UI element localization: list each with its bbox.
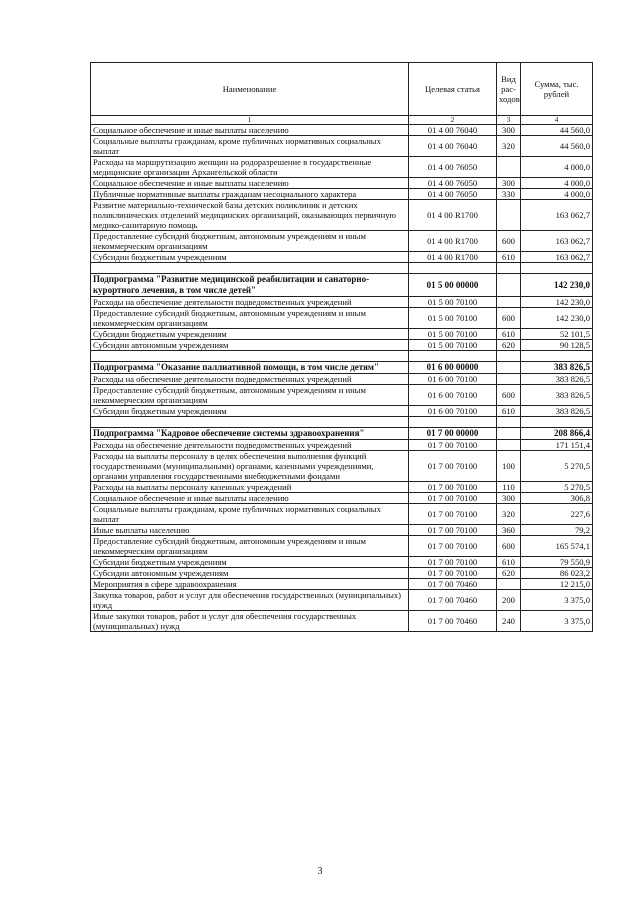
- code-cell: 01 6 00 00000: [409, 362, 497, 374]
- code-cell: 01 7 00 70100: [409, 451, 497, 482]
- table-row: [91, 590, 593, 611]
- name-cell: Предоставление субсидий бюджетным, автономным учреждениям и иным некоммерческим организациям: [91, 231, 409, 252]
- type-cell: [497, 297, 521, 308]
- name-cell: Закупка товаров, работ и услуг для обеспечения государственных (муниципальных) нужд: [91, 590, 409, 611]
- sum-cell: 79,2: [521, 525, 593, 536]
- table-row: [91, 385, 593, 406]
- code-cell: 01 7 00 70100: [409, 493, 497, 504]
- type-cell: 360: [497, 525, 521, 536]
- sum-cell: 86 023,2: [521, 568, 593, 579]
- page-number: 3: [317, 866, 323, 877]
- name-cell: Расходы на выплаты персоналу казенных учреждений: [91, 482, 409, 493]
- name-cell: Предоставление субсидий бюджетным, автономным учреждениям и иным некоммерческим организациям: [91, 385, 409, 406]
- code-cell: 01 7 00 70100: [409, 568, 497, 579]
- type-cell: 600: [497, 385, 521, 406]
- sum-cell: 163 062,7: [521, 231, 593, 252]
- name-cell: Предоставление субсидий бюджетным, автономным учреждениям и иным некоммерческим организациям: [91, 536, 409, 557]
- sum-cell: 4 000,0: [521, 178, 593, 189]
- empty-cell: [409, 263, 497, 274]
- code-cell: 01 7 00 70460: [409, 579, 497, 590]
- code-cell: 01 4 00 76050: [409, 189, 497, 200]
- type-cell: 610: [497, 557, 521, 568]
- type-cell: [497, 274, 521, 297]
- name-cell: Расходы на обеспечение деятельности подведомственных учреждений: [91, 374, 409, 385]
- sum-cell: 171 151,4: [521, 440, 593, 451]
- name-cell: Развитие материально-технической базы детских поликлиник и детских поликлинических отделений медицинских организаций, оказывающих первичную медико-санитарную помощь: [91, 200, 409, 231]
- sum-cell: 165 574,1: [521, 536, 593, 557]
- code-cell: 01 7 00 70100: [409, 482, 497, 493]
- type-cell: 300: [497, 178, 521, 189]
- column-number: 2: [409, 116, 497, 125]
- sum-cell: 142 230,0: [521, 308, 593, 329]
- table-body: [91, 125, 593, 632]
- type-cell: 240: [497, 611, 521, 632]
- name-cell: Социальное обеспечение и иные выплаты населению: [91, 125, 409, 136]
- budget-table: [90, 62, 593, 632]
- code-cell: 01 4 00 R1700: [409, 231, 497, 252]
- header-sum: Сумма, тыс. рублей: [521, 63, 593, 116]
- table-row: [91, 125, 593, 136]
- table-row: [91, 482, 593, 493]
- table-row: [91, 406, 593, 417]
- type-cell: 320: [497, 136, 521, 157]
- type-cell: 620: [497, 340, 521, 351]
- name-cell: Субсидии бюджетным учреждениям: [91, 406, 409, 417]
- type-cell: 620: [497, 568, 521, 579]
- sum-cell: 52 101,5: [521, 329, 593, 340]
- code-cell: 01 7 00 00000: [409, 428, 497, 440]
- code-cell: 01 7 00 70100: [409, 504, 497, 525]
- empty-cell: [91, 263, 409, 274]
- code-cell: 01 5 00 70100: [409, 297, 497, 308]
- type-cell: [497, 440, 521, 451]
- spacer-row: [91, 351, 593, 362]
- empty-cell: [497, 263, 521, 274]
- sum-cell: 208 866,4: [521, 428, 593, 440]
- table-row: [91, 374, 593, 385]
- name-cell: Социальное обеспечение и иные выплаты населению: [91, 178, 409, 189]
- code-cell: 01 7 00 70100: [409, 440, 497, 451]
- type-cell: 600: [497, 231, 521, 252]
- type-cell: [497, 362, 521, 374]
- name-cell: Расходы на маршрутизацию женщин на родоразрешение в государственные медицинские организации Архангельской области: [91, 157, 409, 178]
- empty-cell: [497, 351, 521, 362]
- code-cell: 01 4 00 76050: [409, 178, 497, 189]
- code-cell: 01 5 00 70100: [409, 329, 497, 340]
- column-number: 1: [91, 116, 409, 125]
- table-row: [91, 493, 593, 504]
- table-row: [91, 297, 593, 308]
- type-cell: 600: [497, 308, 521, 329]
- code-cell: 01 6 00 70100: [409, 374, 497, 385]
- table-row: [91, 329, 593, 340]
- name-cell: Социальные выплаты гражданам, кроме публичных нормативных социальных выплат: [91, 136, 409, 157]
- sum-cell: 163 062,7: [521, 252, 593, 263]
- type-cell: [497, 374, 521, 385]
- code-cell: 01 7 00 70100: [409, 536, 497, 557]
- table-row: [91, 252, 593, 263]
- type-cell: [497, 200, 521, 231]
- empty-cell: [409, 351, 497, 362]
- name-cell: Расходы на выплаты персоналу в целях обеспечения выполнения функций государственными (муниципальными) органами, казенными учреждениями, органами управления государственными внебюджетными фондами: [91, 451, 409, 482]
- header-code: Целевая статья: [409, 63, 497, 116]
- spacer-row: [91, 417, 593, 428]
- table-row: [91, 525, 593, 536]
- type-cell: 200: [497, 590, 521, 611]
- sum-cell: 44 560,0: [521, 125, 593, 136]
- code-cell: 01 7 00 70460: [409, 611, 497, 632]
- type-cell: 300: [497, 493, 521, 504]
- code-cell: 01 7 00 70460: [409, 590, 497, 611]
- type-cell: 610: [497, 329, 521, 340]
- empty-cell: [521, 351, 593, 362]
- empty-cell: [521, 417, 593, 428]
- subprogram-row: [91, 428, 593, 440]
- sum-cell: 383 826,5: [521, 385, 593, 406]
- sum-cell: 90 128,5: [521, 340, 593, 351]
- code-cell: 01 5 00 00000: [409, 274, 497, 297]
- table-row: [91, 308, 593, 329]
- sum-cell: 3 375,0: [521, 611, 593, 632]
- sum-cell: 383 826,5: [521, 406, 593, 417]
- code-cell: 01 5 00 70100: [409, 308, 497, 329]
- table-row: [91, 178, 593, 189]
- name-cell: Подпрограмма "Оказание паллиативной помощи, в том числе детям": [91, 362, 409, 374]
- name-cell: Расходы на обеспечение деятельности подведомственных учреждений: [91, 297, 409, 308]
- sum-cell: 12 215,0: [521, 579, 593, 590]
- table-row: [91, 451, 593, 482]
- type-cell: 320: [497, 504, 521, 525]
- type-cell: [497, 579, 521, 590]
- empty-cell: [91, 351, 409, 362]
- sum-cell: 4 000,0: [521, 189, 593, 200]
- table-row: [91, 504, 593, 525]
- subprogram-row: [91, 362, 593, 374]
- empty-cell: [521, 263, 593, 274]
- type-cell: [497, 428, 521, 440]
- table-row: [91, 189, 593, 200]
- name-cell: Подпрограмма "Кадровое обеспечение системы здравоохранения": [91, 428, 409, 440]
- type-cell: 330: [497, 189, 521, 200]
- sum-cell: 383 826,5: [521, 374, 593, 385]
- sum-cell: 142 230,0: [521, 274, 593, 297]
- name-cell: Расходы на обеспечение деятельности подведомственных учреждений: [91, 440, 409, 451]
- name-cell: Субсидии бюджетным учреждениям: [91, 557, 409, 568]
- spacer-row: [91, 263, 593, 274]
- empty-cell: [497, 417, 521, 428]
- code-cell: 01 4 00 R1700: [409, 252, 497, 263]
- name-cell: Субсидии автономным учреждениям: [91, 568, 409, 579]
- sum-cell: 163 062,7: [521, 200, 593, 231]
- table-row: [91, 568, 593, 579]
- name-cell: Субсидии бюджетным учреждениям: [91, 329, 409, 340]
- column-number: 4: [521, 116, 593, 125]
- table-row: [91, 611, 593, 632]
- column-number: 3: [497, 116, 521, 125]
- name-cell: Социальное обеспечение и иные выплаты населению: [91, 493, 409, 504]
- empty-cell: [91, 417, 409, 428]
- column-number-row: [91, 116, 593, 125]
- name-cell: Подпрограмма "Развитие медицинской реабилитации и санаторно-курортного лечения, в том числе детей": [91, 274, 409, 297]
- code-cell: 01 5 00 70100: [409, 340, 497, 351]
- type-cell: 110: [497, 482, 521, 493]
- sum-cell: 44 560,0: [521, 136, 593, 157]
- name-cell: Предоставление субсидий бюджетным, автономным учреждениям и иным некоммерческим организациям: [91, 308, 409, 329]
- header-row: [91, 63, 593, 116]
- table-row: [91, 440, 593, 451]
- header-type: Вид рас-ходов: [497, 63, 521, 116]
- sum-cell: 4 000,0: [521, 157, 593, 178]
- empty-cell: [409, 417, 497, 428]
- table-row: [91, 536, 593, 557]
- sum-cell: 5 270,5: [521, 482, 593, 493]
- code-cell: 01 7 00 70100: [409, 557, 497, 568]
- name-cell: Мероприятия в сфере здравоохранения: [91, 579, 409, 590]
- name-cell: Социальные выплаты гражданам, кроме публичных нормативных социальных выплат: [91, 504, 409, 525]
- table-row: [91, 136, 593, 157]
- sum-cell: 3 375,0: [521, 590, 593, 611]
- table-row: [91, 340, 593, 351]
- table-row: [91, 200, 593, 231]
- table-row: [91, 579, 593, 590]
- name-cell: Иные выплаты населению: [91, 525, 409, 536]
- table-row: [91, 557, 593, 568]
- code-cell: 01 7 00 70100: [409, 525, 497, 536]
- name-cell: Субсидии автономным учреждениям: [91, 340, 409, 351]
- code-cell: 01 6 00 70100: [409, 406, 497, 417]
- code-cell: 01 4 00 R1700: [409, 200, 497, 231]
- name-cell: Публичные нормативные выплаты гражданам несоциального характера: [91, 189, 409, 200]
- code-cell: 01 4 00 76040: [409, 125, 497, 136]
- code-cell: 01 4 00 76040: [409, 136, 497, 157]
- code-cell: 01 4 00 76050: [409, 157, 497, 178]
- type-cell: 610: [497, 252, 521, 263]
- sum-cell: 142 230,0: [521, 297, 593, 308]
- name-cell: Иные закупки товаров, работ и услуг для обеспечения государственных (муниципальных) нужд: [91, 611, 409, 632]
- sum-cell: 5 270,5: [521, 451, 593, 482]
- type-cell: 300: [497, 125, 521, 136]
- type-cell: 600: [497, 536, 521, 557]
- name-cell: Субсидии бюджетным учреждениям: [91, 252, 409, 263]
- table-row: [91, 231, 593, 252]
- subprogram-row: [91, 274, 593, 297]
- code-cell: 01 6 00 70100: [409, 385, 497, 406]
- sum-cell: 306,8: [521, 493, 593, 504]
- type-cell: [497, 157, 521, 178]
- sum-cell: 227,6: [521, 504, 593, 525]
- sum-cell: 79 550,9: [521, 557, 593, 568]
- type-cell: 610: [497, 406, 521, 417]
- type-cell: 100: [497, 451, 521, 482]
- sum-cell: 383 826,5: [521, 362, 593, 374]
- header-name: Наименование: [91, 63, 409, 116]
- table-row: [91, 157, 593, 178]
